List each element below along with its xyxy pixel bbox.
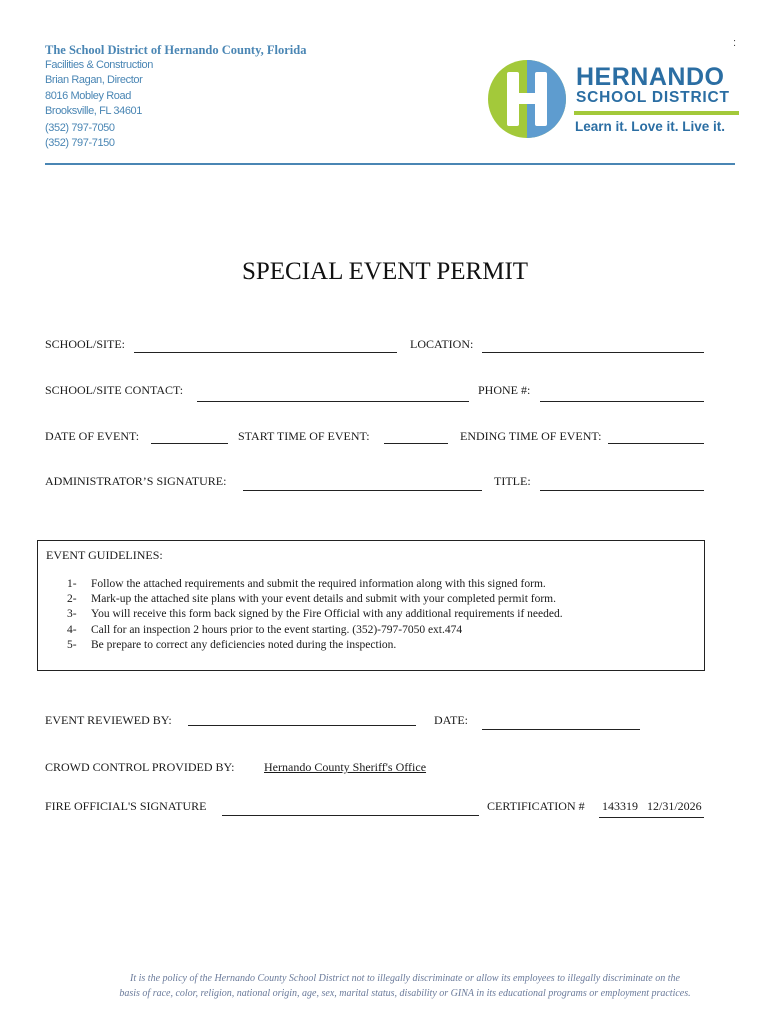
site-contact-field[interactable]: [197, 401, 469, 402]
certification-date: 12/31/2026: [647, 799, 702, 813]
start-time-field[interactable]: [384, 443, 448, 444]
school-site-field[interactable]: [134, 352, 397, 353]
phone-field[interactable]: [540, 401, 704, 402]
footer-line-2: basis of race, color, religion, national origin, age, sex, marital status, disability or GINA in its educational programs or employment practices.: [119, 987, 691, 999]
logo-divider: [574, 111, 739, 115]
title-field[interactable]: [540, 490, 704, 491]
corner-mark: :: [733, 37, 737, 49]
date-of-event-field[interactable]: [151, 443, 228, 444]
logo-tagline: Learn it. Love it. Live it.: [575, 119, 726, 134]
list-item: 5- Be prepare to correct any deficiencies noted during the inspection.: [67, 638, 397, 651]
district-title: The School District of Hernando County, Florida: [45, 43, 307, 57]
page-title: SPECIAL EVENT PERMIT: [241, 258, 529, 285]
guidelines-list: [67, 577, 563, 653]
header-rule: [45, 163, 735, 165]
certification-label: CERTIFICATION #: [487, 799, 585, 813]
admin-signature-label: ADMINISTRATOR’S SIGNATURE:: [45, 474, 227, 488]
hernando-logo-icon: [486, 58, 568, 140]
footer-policy: [0, 972, 770, 1001]
location-label: LOCATION:: [410, 337, 474, 351]
phone-line-2: (352) 797-7150: [45, 137, 115, 149]
department-line: Facilities & Construction: [45, 59, 153, 71]
fire-signature-label: FIRE OFFICIAL'S SIGNATURE: [45, 799, 207, 813]
start-time-label: START TIME OF EVENT:: [238, 429, 370, 443]
certification-number: 143319: [602, 799, 638, 813]
certification-underline: [599, 817, 704, 818]
ending-time-field[interactable]: [608, 443, 704, 444]
phone-line-1: (352) 797-7050: [45, 122, 115, 134]
logo-wordmark: HERNANDO: [576, 63, 725, 91]
logo-subtitle: SCHOOL DISTRICT: [576, 89, 730, 106]
title-label: TITLE:: [494, 474, 531, 488]
fire-signature-field[interactable]: [222, 815, 479, 816]
footer-line-1: It is the policy of the Hernando County School District not to illegally discriminate or allow its employees to illegally discriminate on the: [130, 973, 680, 984]
city-line: Brooksville, FL 34601: [45, 105, 142, 117]
director-line: Brian Ragan, Director: [45, 74, 143, 86]
crowd-control-value: Hernando County Sheriff's Office: [264, 760, 427, 774]
address-line: 8016 Mobley Road: [45, 90, 131, 102]
list-item: 3- You will receive this form back signed by the Fire Official with any additional requirements if needed.: [67, 608, 563, 621]
site-contact-label: SCHOOL/SITE CONTACT:: [45, 383, 184, 397]
review-date-field[interactable]: [482, 729, 640, 730]
list-item: 2- Mark-up the attached site plans with your event details and submit with your completed permit form.: [67, 593, 556, 606]
admin-signature-field[interactable]: [243, 490, 482, 491]
ending-time-label: ENDING TIME OF EVENT:: [460, 429, 602, 443]
guidelines-heading: EVENT GUIDELINES:: [46, 548, 163, 562]
phone-label: PHONE #:: [478, 383, 531, 397]
date-of-event-label: DATE OF EVENT:: [45, 429, 140, 443]
reviewed-by-field[interactable]: [188, 725, 416, 726]
location-field[interactable]: [482, 352, 704, 353]
list-item: 4- Call for an inspection 2 hours prior to the event starting. (352)-797-7050 ext.474: [67, 623, 463, 636]
list-item: 1- Follow the attached requirements and submit the required information along with this signed form.: [67, 578, 546, 590]
school-site-label: SCHOOL/SITE:: [45, 337, 126, 351]
crowd-control-label: CROWD CONTROL PROVIDED BY:: [45, 760, 235, 774]
review-date-label: DATE:: [434, 713, 468, 727]
reviewed-by-label: EVENT REVIEWED BY:: [45, 713, 172, 727]
